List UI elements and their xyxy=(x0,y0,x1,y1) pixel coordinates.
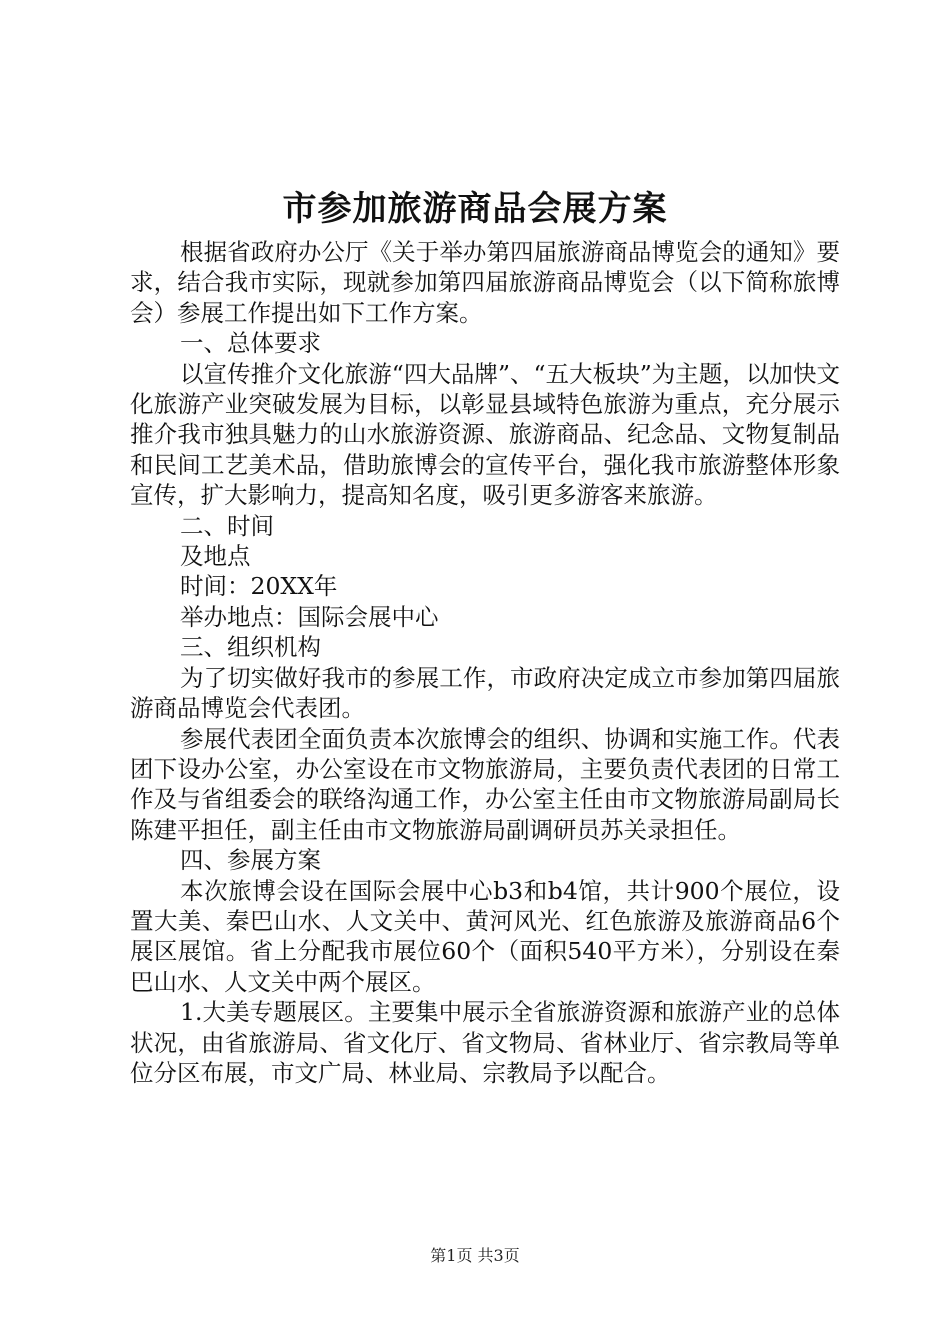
heading-exhibition-plan: 四、参展方案 xyxy=(180,846,321,875)
paragraph-daimei-zone: 1.大美专题展区。主要集中展示全省旅游资源和旅游产业的总体状况，由省旅游局、省文化厅、省文物局、省林业厅、省宗教局等单位分区布展，市文广局、林业局、宗教局予以配合。 xyxy=(130,998,840,1087)
heading-organization: 三、组织机构 xyxy=(180,633,321,662)
heading-general-requirements: 一、总体要求 xyxy=(180,329,321,358)
paragraph-exhibition-plan: 本次旅博会设在国际会展中心b3和b4馆，共计900个展位，设置大美、秦巴山水、人文关中、黄河风光、红色旅游及旅游商品6个展区展馆。省上分配我市展位60个（面积540平方米），分别设在秦巴山水、人文关中两个展区。 xyxy=(130,876,840,996)
paragraph-intro: 根据省政府办公厅《关于举办第四届旅游商品博览会的通知》要求，结合我市实际，现就参加第四届旅游商品博览会（以下简称旅博会）参展工作提出如下工作方案。 xyxy=(130,238,840,327)
document-body xyxy=(130,237,840,1088)
paragraph-time: 时间：20XX年 xyxy=(180,572,338,601)
document-title: 市参加旅游商品会展方案 xyxy=(282,189,668,229)
paragraph-organization: 为了切实做好我市的参展工作，市政府决定成立市参加第四届旅游商品博览会代表团。 xyxy=(130,663,840,723)
heading-time: 二、时间 xyxy=(180,511,274,540)
heading-location: 及地点 xyxy=(180,542,251,571)
paragraph-general-requirements: 以宣传推介文化旅游“四大品牌”、“五大板块”为主题，以加快文化旅游产业突破发展为目标，以彰显县域特色旅游为重点，充分展示推介我市独具魅力的山水旅游资源、旅游商品、纪念品、文物复制品和民间工艺美术品，借助旅博会的宣传平台，强化我市旅游整体形象宣传，扩大影响力，提高知名度，吸引更多游客来旅游。 xyxy=(130,359,840,510)
page-footer: 第1页 共3页 xyxy=(430,1246,520,1265)
paragraph-delegation: 参展代表团全面负责本次旅博会的组织、协调和实施工作。代表团下设办公室，办公室设在市文物旅游局，主要负责代表团的日常工作及与省组委会的联络沟通工作，办公室主任由市文物旅游局副局长陈建平担任，副主任由市文物旅游局副调研员苏关录担任。 xyxy=(130,724,840,844)
paragraph-venue: 举办地点：国际会展中心 xyxy=(180,602,439,631)
